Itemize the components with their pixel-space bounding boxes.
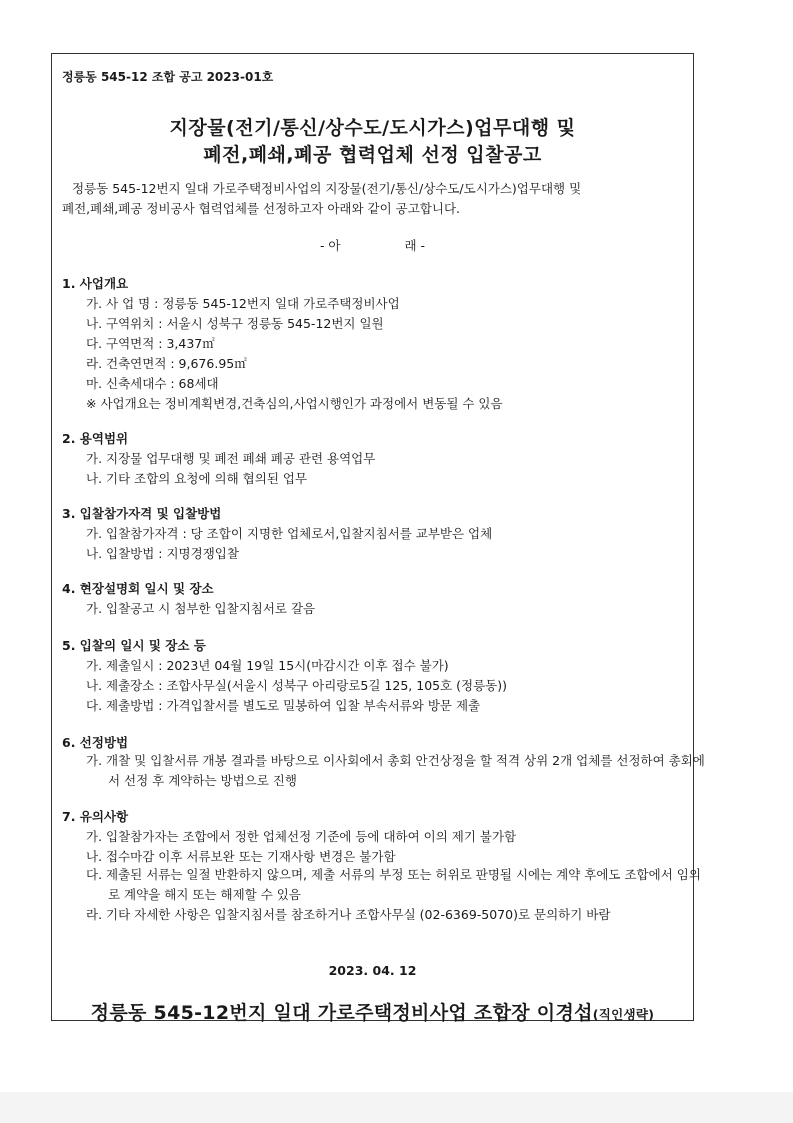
section-1-item-3: 다. 구역면적 : 3,437㎡: [86, 336, 215, 351]
section-1-note: ※ 사업개요는 정비계획변경,건축심의,사업시행인가 과정에서 변동될 수 있음: [86, 396, 503, 411]
signer-note: (직인생략): [592, 1007, 655, 1022]
announcement-date: 2023. 04. 12: [328, 963, 417, 978]
intro-line-1: 정릉동 545-12번지 일대 가로주택정비사업의 지장물(전기/통신/상수도/도시가스)업무대행 및: [72, 181, 582, 196]
title-line-2: 폐전,폐쇄,폐공 협력업체 선정 입찰공고: [203, 144, 542, 166]
section-5-item-1: 가. 제출일시 : 2023년 04월 19일 15시(마감시간 이후 접수 불가): [86, 658, 449, 673]
section-2-item-2: 나. 기타 조합의 요청에 의해 협의된 업무: [86, 471, 308, 486]
signer-line: [51, 998, 694, 1025]
section-4-title: 4. 현장설명회 일시 및 장소: [62, 581, 214, 596]
section-5-item-2: 나. 제출장소 : 조합사무실(서울시 성북구 아리랑로5길 125, 105호 (정릉동)): [86, 678, 507, 693]
title-line-1: 지장물(전기/통신/상수도/도시가스)업무대행 및: [169, 117, 576, 139]
section-1-item-4: 라. 건축연면적 : 9,676.95㎡: [86, 356, 247, 371]
section-2-item-1: 가. 지장물 업무대행 및 폐전 폐쇄 폐공 관련 용역업무: [86, 451, 376, 466]
section-7-item-1: 가. 입찰참가자는 조합에서 정한 업체선정 기준에 등에 대하여 이의 제기 불가함: [86, 829, 517, 844]
notice-number: 정릉동 545-12 조합 공고 2023-01호: [62, 70, 274, 84]
intro-line-2: 폐전,폐쇄,폐공 정비공사 협력업체를 선정하고자 아래와 같이 공고합니다.: [62, 201, 461, 216]
ahrae-left: - 아: [319, 238, 341, 253]
section-4-item-1: 가. 입찰공고 시 첨부한 입찰지침서로 갈음: [86, 601, 316, 616]
section-1-title: 1. 사업개요: [62, 276, 129, 291]
ahrae-heading: [51, 236, 694, 254]
section-7-title: 7. 유의사항: [62, 809, 129, 824]
section-3-title: 3. 입찰참가자격 및 입찰방법: [62, 506, 222, 521]
ahrae-right: 래 -: [404, 238, 426, 253]
section-2-title: 2. 용역범위: [62, 431, 129, 446]
signer-name: 정릉동 545-12번지 일대 가로주택정비사업 조합장 이경섭: [90, 1002, 593, 1024]
section-1-item-2: 나. 구역위치 : 서울시 성북구 정릉동 545-12번지 일원: [86, 316, 384, 331]
section-5-item-3: 다. 제출방법 : 가격입찰서를 별도로 밀봉하여 입찰 부속서류와 방문 제출: [86, 698, 481, 713]
section-6-item-1: 가. 개찰 및 입찰서류 개봉 결과를 바탕으로 이사회에서 총회 안건상정을 할 적격 상위 2개 업체를 선정하여 총회에서 선정 후 계약하는 방법으로 진행: [86, 753, 705, 788]
section-7-item-2: 나. 접수마감 이후 서류보완 또는 기재사항 변경은 불가함: [86, 849, 396, 864]
section-7-item-3: 다. 제출된 서류는 일절 반환하지 않으며, 제출 서류의 부정 또는 허위로 판명될 시에는 계약 후에도 조합에서 임의로 계약을 해지 또는 해제할 수 있음: [86, 867, 701, 902]
section-3-item-2: 나. 입찰방법 : 지명경쟁입찰: [86, 546, 239, 561]
page-bottom-band: [0, 1092, 793, 1123]
section-3-item-1: 가. 입찰참가자격 : 당 조합이 지명한 업체로서,입찰지침서를 교부받은 업체: [86, 526, 493, 541]
section-5-title: 5. 입찰의 일시 및 장소 등: [62, 638, 206, 653]
section-1-item-5: 마. 신축세대수 : 68세대: [86, 376, 219, 391]
section-7-item-4: 라. 기타 자세한 사항은 입찰지침서를 참조하거나 조합사무실 (02-6369-5070)로 문의하기 바람: [86, 907, 611, 922]
section-6-title: 6. 선정방법: [62, 735, 129, 750]
section-1-item-1: 가. 사 업 명 : 정릉동 545-12번지 일대 가로주택정비사업: [86, 296, 400, 311]
